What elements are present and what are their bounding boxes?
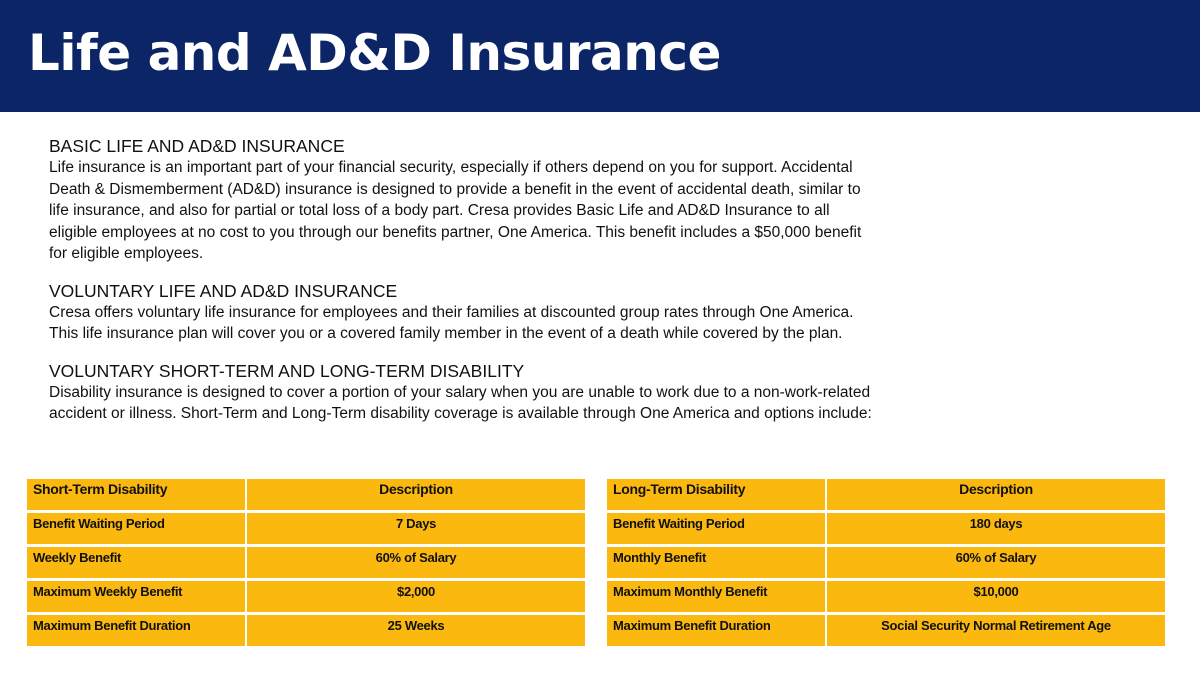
section-heading: VOLUNTARY LIFE AND AD&D INSURANCE [49,280,398,301]
table-row [27,513,585,544]
table-cell: Benefit Waiting Period [27,513,247,544]
table-header-cell: Long-Term Disability [607,479,827,510]
section-heading: BASIC LIFE AND AD&D INSURANCE [49,136,345,156]
text-line: Death & Dismemberment (AD&D) insurance is designed to provide a benefit in the event of accidental death, similar to [49,180,861,198]
table-header-cell: Short-Term Disability [27,479,247,510]
text-line: for eligible employees. [49,245,204,262]
table-cell: 25 Weeks [247,615,585,646]
table-cell: Maximum Benefit Duration [27,615,247,646]
voluntary-life-section [49,280,989,345]
short-term-disability-table [27,476,585,649]
section-text [49,157,989,265]
table-cell: 60% of Salary [827,547,1165,578]
text-line: Disability insurance is designed to cover a portion of your salary when you are unable to work due to a non-work-related [49,383,871,401]
table-cell: Benefit Waiting Period [607,513,827,544]
text-line: life insurance, and also for partial or total loss of a body part. Cresa provides Basic Life and AD&D Insurance to all [49,202,830,219]
long-term-disability-table [607,476,1165,649]
basic-life-section [49,135,989,265]
table-row [27,581,585,612]
table-row [27,615,585,646]
table-cell: $2,000 [247,581,585,612]
text-line: Life insurance is an important part of your financial security, especially if others depend on you for support. Accidental [49,159,853,176]
table-row [607,513,1165,544]
section-heading: VOLUNTARY SHORT-TERM AND LONG-TERM DISABILITY [49,360,525,381]
table-row [27,547,585,578]
table-header-row [607,479,1165,510]
page-title: Life and AD&D Insurance [28,24,721,82]
table-header-row [27,479,585,510]
table-cell: Maximum Monthly Benefit [607,581,827,612]
table-header-cell: Description [827,479,1165,510]
table-cell: $10,000 [827,581,1165,612]
table-cell: 180 days [827,513,1165,544]
table-row [607,547,1165,578]
table-cell: Monthly Benefit [607,547,827,578]
text-line: accident or illness. Short-Term and Long-Term disability coverage is available through One America and options include: [49,405,872,422]
table-header-cell: Description [247,479,585,510]
table-row [607,581,1165,612]
text-line: This life insurance plan will cover you or a covered family member in the event of a death while covered by the plan. [49,325,843,342]
text-line: Cresa offers voluntary life insurance for employees and their families at discounted group rates through One America. [49,303,854,321]
table-row [607,615,1165,646]
section-text [49,382,989,425]
body-text [49,135,989,440]
table-cell: 7 Days [247,513,585,544]
section-text [49,302,989,345]
table-cell: Weekly Benefit [27,547,247,578]
table-cell: 60% of Salary [247,547,585,578]
text-line: eligible employees at no cost to you through our benefits partner, One America. This benefit includes a $50,000 benefit [49,223,862,241]
table-cell: Maximum Weekly Benefit [27,581,247,612]
title-banner [0,0,1200,112]
table-cell: Social Security Normal Retirement Age [827,615,1165,646]
table-cell: Maximum Benefit Duration [607,615,827,646]
disability-section [49,360,989,425]
